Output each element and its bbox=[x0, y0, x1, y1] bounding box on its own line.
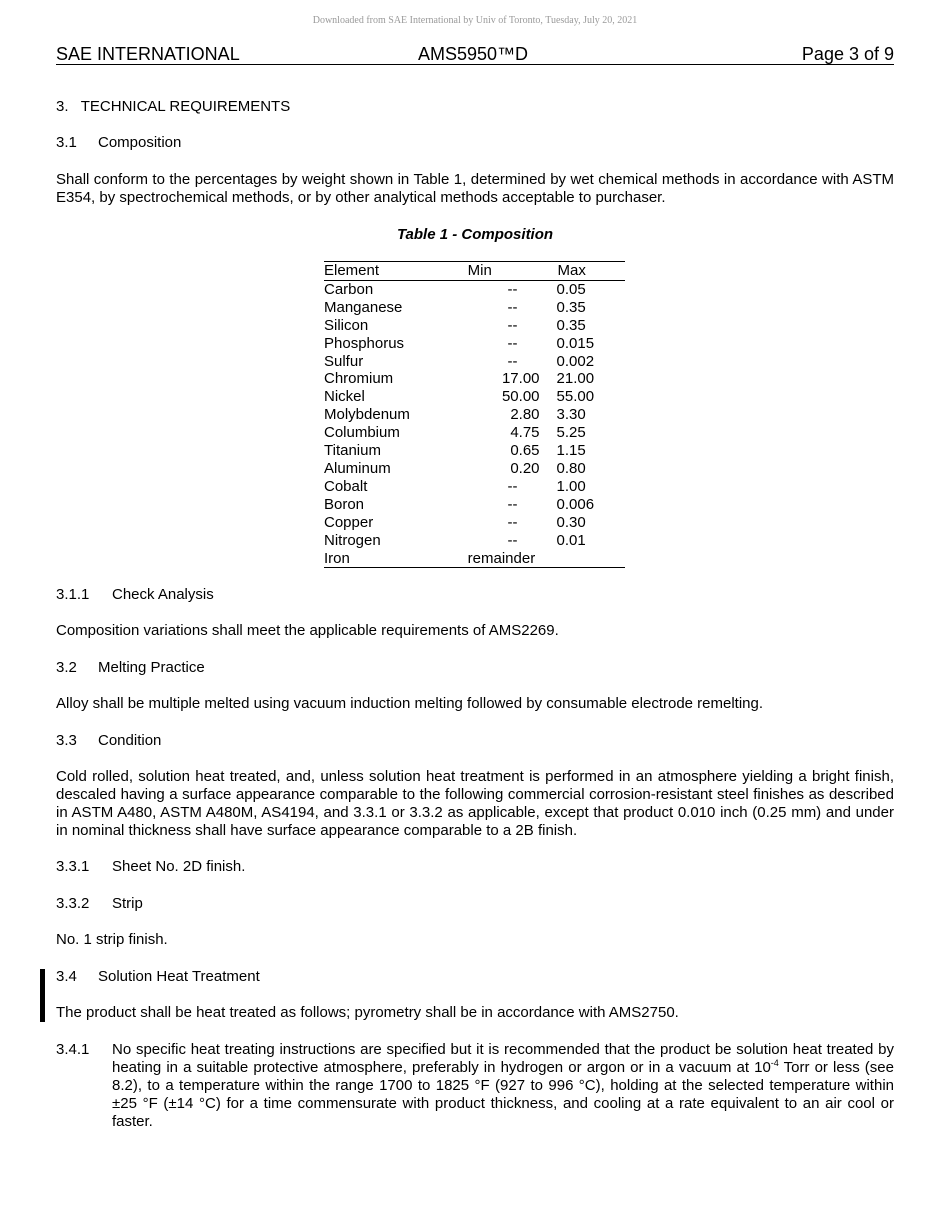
section-3-1-title: Composition bbox=[98, 134, 182, 151]
section-3-1-1-number: 3.1.1 bbox=[56, 586, 90, 603]
table-row bbox=[324, 280, 625, 298]
cell-element: Columbium bbox=[324, 424, 400, 442]
cell-element: Silicon bbox=[324, 316, 369, 334]
table-row bbox=[324, 496, 625, 514]
section-3-2-title: Melting Practice bbox=[98, 659, 205, 676]
cell-max: 0.01 bbox=[556, 531, 586, 549]
table-row bbox=[324, 388, 625, 406]
header-element: Element bbox=[324, 262, 468, 281]
section-title: TECHNICAL REQUIREMENTS bbox=[80, 98, 291, 115]
header-organization: SAE INTERNATIONAL bbox=[56, 44, 240, 64]
section-3-4-1-text-b: Torr or less (see 8.2), to a temperature within the range 1700 to 1825 °F (927 to 996 °C), holding at the selected temperature within ±25 °F (±14 °C) for a time commensurate with product thickness, and cooling at a rate equivalent to an air cool or faster. bbox=[112, 1059, 894, 1130]
section-3-3-paragraph: Cold rolled, solution heat treated, and, unless solution heat treatment is performed in an atmosphere yielding a bright finish, descaled having a surface appearance comparable to the following commercial corrosion-resistant steel finishes as described in ASTM A480, ASTM A480M, AS4194, and 3.3.1 or 3.3.2 as applicable, except that product 0.010 inch (0.25 mm) and under in nominal thickness shall have surface appearance comparable to a 2B finish. bbox=[56, 768, 894, 839]
table-row bbox=[324, 532, 625, 550]
cell-element: Sulfur bbox=[324, 352, 364, 370]
header-page-number: Page 3 of 9 bbox=[801, 44, 894, 64]
composition-table bbox=[324, 261, 625, 568]
section-3-3-number: 3.3 bbox=[56, 732, 77, 749]
section-3-heading bbox=[56, 98, 290, 116]
section-3-3-1-number: 3.3.1 bbox=[56, 858, 90, 875]
cell-max: 1.00 bbox=[556, 477, 586, 495]
cell-min: -- bbox=[507, 316, 518, 334]
cell-element: Chromium bbox=[324, 370, 394, 388]
cell-min: -- bbox=[507, 298, 518, 316]
cell-element: Carbon bbox=[324, 280, 374, 298]
cell-min: -- bbox=[507, 352, 518, 370]
table-row bbox=[324, 478, 625, 496]
cell-max: 0.35 bbox=[556, 316, 586, 334]
cell-min: 17.00 bbox=[501, 370, 540, 388]
section-3-1-1-paragraph: Composition variations shall meet the applicable requirements of AMS2269. bbox=[56, 622, 559, 639]
section-3-3-title: Condition bbox=[98, 732, 162, 749]
cell-max: 0.35 bbox=[556, 298, 586, 316]
cell-element: Nitrogen bbox=[324, 531, 381, 549]
cell-max: 0.05 bbox=[556, 280, 586, 298]
cell-max: 0.002 bbox=[556, 352, 595, 370]
cell-element: Aluminum bbox=[324, 459, 391, 477]
header-max: Max bbox=[540, 262, 625, 281]
section-3-3-2-paragraph: No. 1 strip finish. bbox=[56, 931, 168, 948]
revision-change-bar bbox=[40, 969, 45, 1022]
table-row bbox=[324, 317, 625, 335]
header-min: Min bbox=[468, 262, 540, 281]
cell-max: 0.006 bbox=[556, 495, 595, 513]
section-3-2-paragraph: Alloy shall be multiple melted using vacuum induction melting followed by consumable electrode remelting. bbox=[56, 695, 764, 712]
cell-min: 0.20 bbox=[510, 459, 540, 477]
cell-element: Molybdenum bbox=[324, 406, 410, 424]
table-row bbox=[324, 406, 625, 424]
cell-element: Phosphorus bbox=[324, 334, 405, 352]
cell-min: 0.65 bbox=[510, 442, 540, 460]
cell-max: 55.00 bbox=[556, 388, 595, 406]
table-row bbox=[324, 370, 625, 388]
cell-min: 4.75 bbox=[510, 424, 540, 442]
cell-element: Titanium bbox=[324, 442, 381, 460]
cell-min: -- bbox=[507, 477, 518, 495]
cell-max: 1.15 bbox=[556, 442, 586, 460]
section-3-4-1-exponent: -4 bbox=[770, 1058, 779, 1068]
cell-min: 50.00 bbox=[501, 388, 540, 406]
section-3-4-1-number: 3.4.1 bbox=[56, 1041, 90, 1058]
download-watermark: Downloaded from SAE International by Univ of Toronto, Tuesday, July 20, 2021 bbox=[312, 15, 638, 26]
cell-min: -- bbox=[507, 513, 518, 531]
cell-element: Iron bbox=[324, 549, 350, 567]
section-3-1-number: 3.1 bbox=[56, 134, 77, 151]
section-3-2-number: 3.2 bbox=[56, 659, 77, 676]
section-3-4-1-paragraph bbox=[112, 1041, 894, 1131]
cell-element: Manganese bbox=[324, 298, 403, 316]
table-caption: Table 1 - Composition bbox=[396, 226, 554, 243]
table-row bbox=[324, 299, 625, 317]
table-row bbox=[324, 335, 625, 353]
header-document-number: AMS5950™D bbox=[418, 44, 529, 64]
cell-max: 0.30 bbox=[556, 513, 586, 531]
section-3-3-2-title: Strip bbox=[112, 895, 143, 912]
section-3-3-1-title: Sheet No. 2D finish. bbox=[112, 858, 246, 875]
table-row bbox=[324, 460, 625, 478]
cell-element: Nickel bbox=[324, 388, 365, 406]
cell-min: -- bbox=[507, 334, 518, 352]
section-3-3-2-number: 3.3.2 bbox=[56, 895, 90, 912]
table-row bbox=[324, 550, 625, 568]
cell-max: 21.00 bbox=[556, 370, 595, 388]
section-number: 3. bbox=[56, 98, 69, 115]
cell-element: Copper bbox=[324, 513, 374, 531]
cell-min: -- bbox=[507, 495, 518, 513]
table-row bbox=[324, 424, 625, 442]
section-3-4-1-text-a: No specific heat treating instructions are specified but it is recommended that the product be solution heat treated by heating in a suitable protective atmosphere, preferably in hydrogen or argon or in a vacuum at 10 bbox=[112, 1041, 894, 1076]
table-row bbox=[324, 442, 625, 460]
cell-element: Boron bbox=[324, 495, 365, 513]
section-3-1-paragraph: Shall conform to the percentages by weight shown in Table 1, determined by wet chemical methods in accordance with ASTM E354, by spectrochemical methods, or by other analytical methods acceptable to purchaser. bbox=[56, 171, 894, 206]
section-3-4-number: 3.4 bbox=[56, 968, 77, 985]
cell-max: 3.30 bbox=[556, 406, 586, 424]
section-3-4-title: Solution Heat Treatment bbox=[98, 968, 260, 985]
table-row bbox=[324, 514, 625, 532]
section-3-1-1-title: Check Analysis bbox=[112, 586, 214, 603]
cell-min: remainder bbox=[467, 549, 536, 567]
cell-max: 0.80 bbox=[556, 459, 586, 477]
cell-element: Cobalt bbox=[324, 477, 368, 495]
cell-max: 5.25 bbox=[556, 424, 586, 442]
table-header-row bbox=[324, 262, 625, 281]
section-3-4-paragraph: The product shall be heat treated as follows; pyrometry shall be in accordance with AMS2750. bbox=[56, 1004, 679, 1021]
cell-min: 2.80 bbox=[510, 406, 540, 424]
table-row bbox=[324, 353, 625, 371]
cell-min: -- bbox=[507, 280, 518, 298]
cell-min: -- bbox=[507, 531, 518, 549]
page-header bbox=[56, 44, 894, 65]
cell-max: 0.015 bbox=[556, 334, 595, 352]
